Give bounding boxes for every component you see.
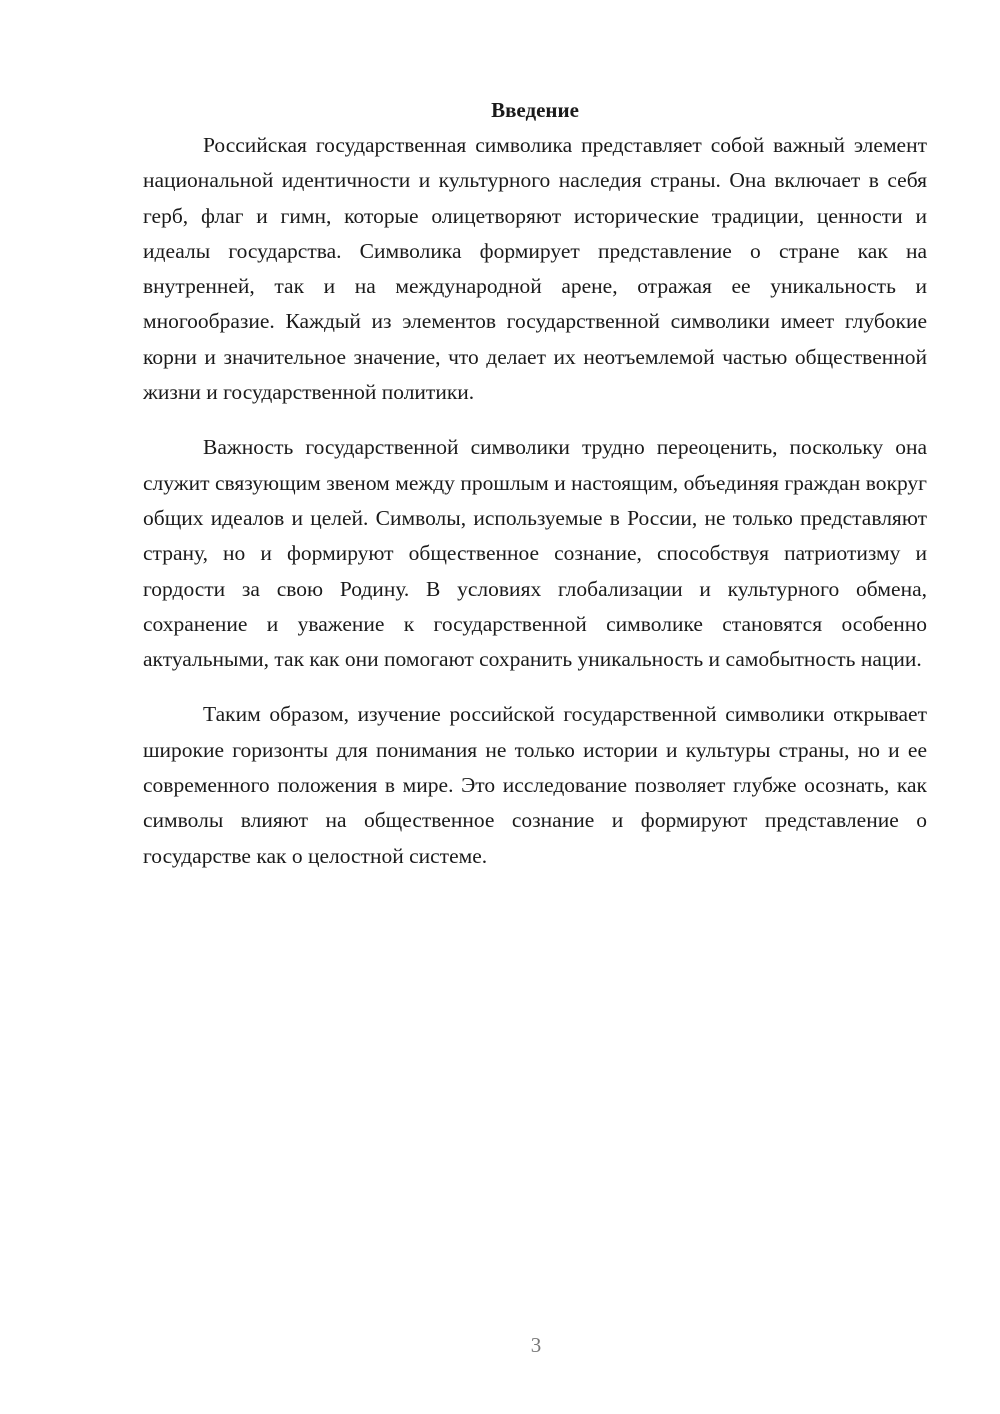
page-number: 3 <box>530 1333 542 1357</box>
paragraph-1: Российская государственная символика представляет собой важный элемент национальной идентичности и культурного наследия страны. Она включает в себя герб, флаг и гимн, которые олицетворяют исторические традиции, ценности и идеалы государства. Символика формирует представление о стране как на внутренней, так и на международной арене, отражая ее уникальность и многообразие. Каждый из элементов государственной символики имеет глубокие корни и значительное значение, что делает их неотъемлемой частью общественной жизни и государственной политики. <box>143 133 927 405</box>
section-title: Введение <box>491 98 579 122</box>
paragraph-3: Таким образом, изучение российской государственной символики открывает широкие горизонты для понимания не только истории и культуры страны, но и ее современного положения в мире. Это исследование позволяет глубже осознать, как символы влияют на общественное сознание и формируют представление о государстве как о целостной системе. <box>143 702 927 868</box>
paragraph-2: Важность государственной символики трудно переоценить, поскольку она служит связующим звеном между прошлым и настоящим, объединяя граждан вокруг общих идеалов и целей. Символы, используемые в России, не только представляют страну, но и формируют общественное сознание, способствуя патриотизму и гордости за свою Родину. В условиях глобализации и культурного обмена, сохранение и уважение к государственной символике становятся особенно актуальными, так как они помогают сохранить уникальность и самобытность нации. <box>143 435 927 672</box>
page-content <box>143 92 927 894</box>
